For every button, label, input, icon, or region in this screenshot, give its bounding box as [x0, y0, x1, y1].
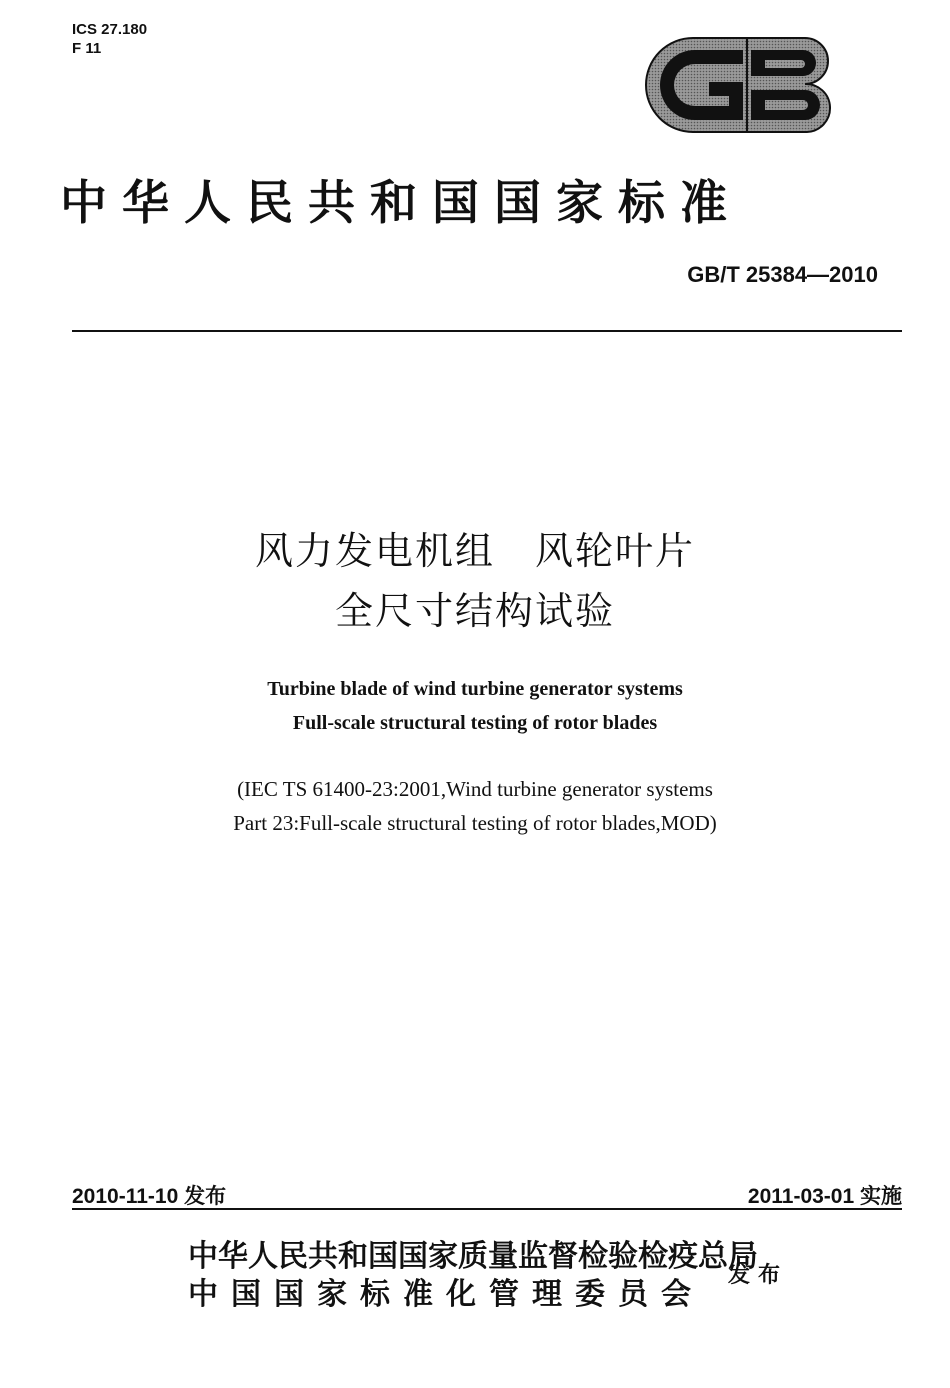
chinese-title-line-2: 全尺寸结构试验	[334, 589, 615, 633]
header-divider	[72, 330, 902, 332]
publish-label: 发布	[728, 1262, 789, 1288]
standard-number: GB/T 25384—2010	[687, 262, 878, 287]
standard-category-title: 中华人民共和国国家标准	[60, 176, 742, 231]
issuer-line-1: 中华人民共和国国家质量监督检验检疫总局	[188, 1239, 758, 1274]
adoption-note-line-1: (IEC TS 61400-23:2001,Wind turbine generator systems	[237, 777, 713, 801]
english-title-line-1: Turbine blade of wind turbine generator systems	[267, 678, 683, 700]
classification-code: F 11	[72, 40, 102, 57]
footer-divider	[72, 1208, 902, 1210]
implementation-date: 2011-03-01 实施	[747, 1185, 902, 1208]
issue-date: 2010-11-10 发布	[72, 1185, 227, 1208]
adoption-note-line-2: Part 23:Full-scale structural testing of rotor blades,MOD)	[233, 811, 717, 835]
ics-code: ICS 27.180	[72, 21, 148, 38]
english-title-line-2: Full-scale structural testing of rotor blades	[292, 712, 658, 734]
chinese-title-line-1: 风力发电机组 风轮叶片	[254, 529, 695, 573]
issuer-line-2: 中国国家标准化管理委员会	[188, 1277, 704, 1312]
gb-logo-text: GB	[645, 34, 647, 35]
gb-logo	[645, 34, 850, 136]
ics-code-block	[72, 20, 147, 58]
